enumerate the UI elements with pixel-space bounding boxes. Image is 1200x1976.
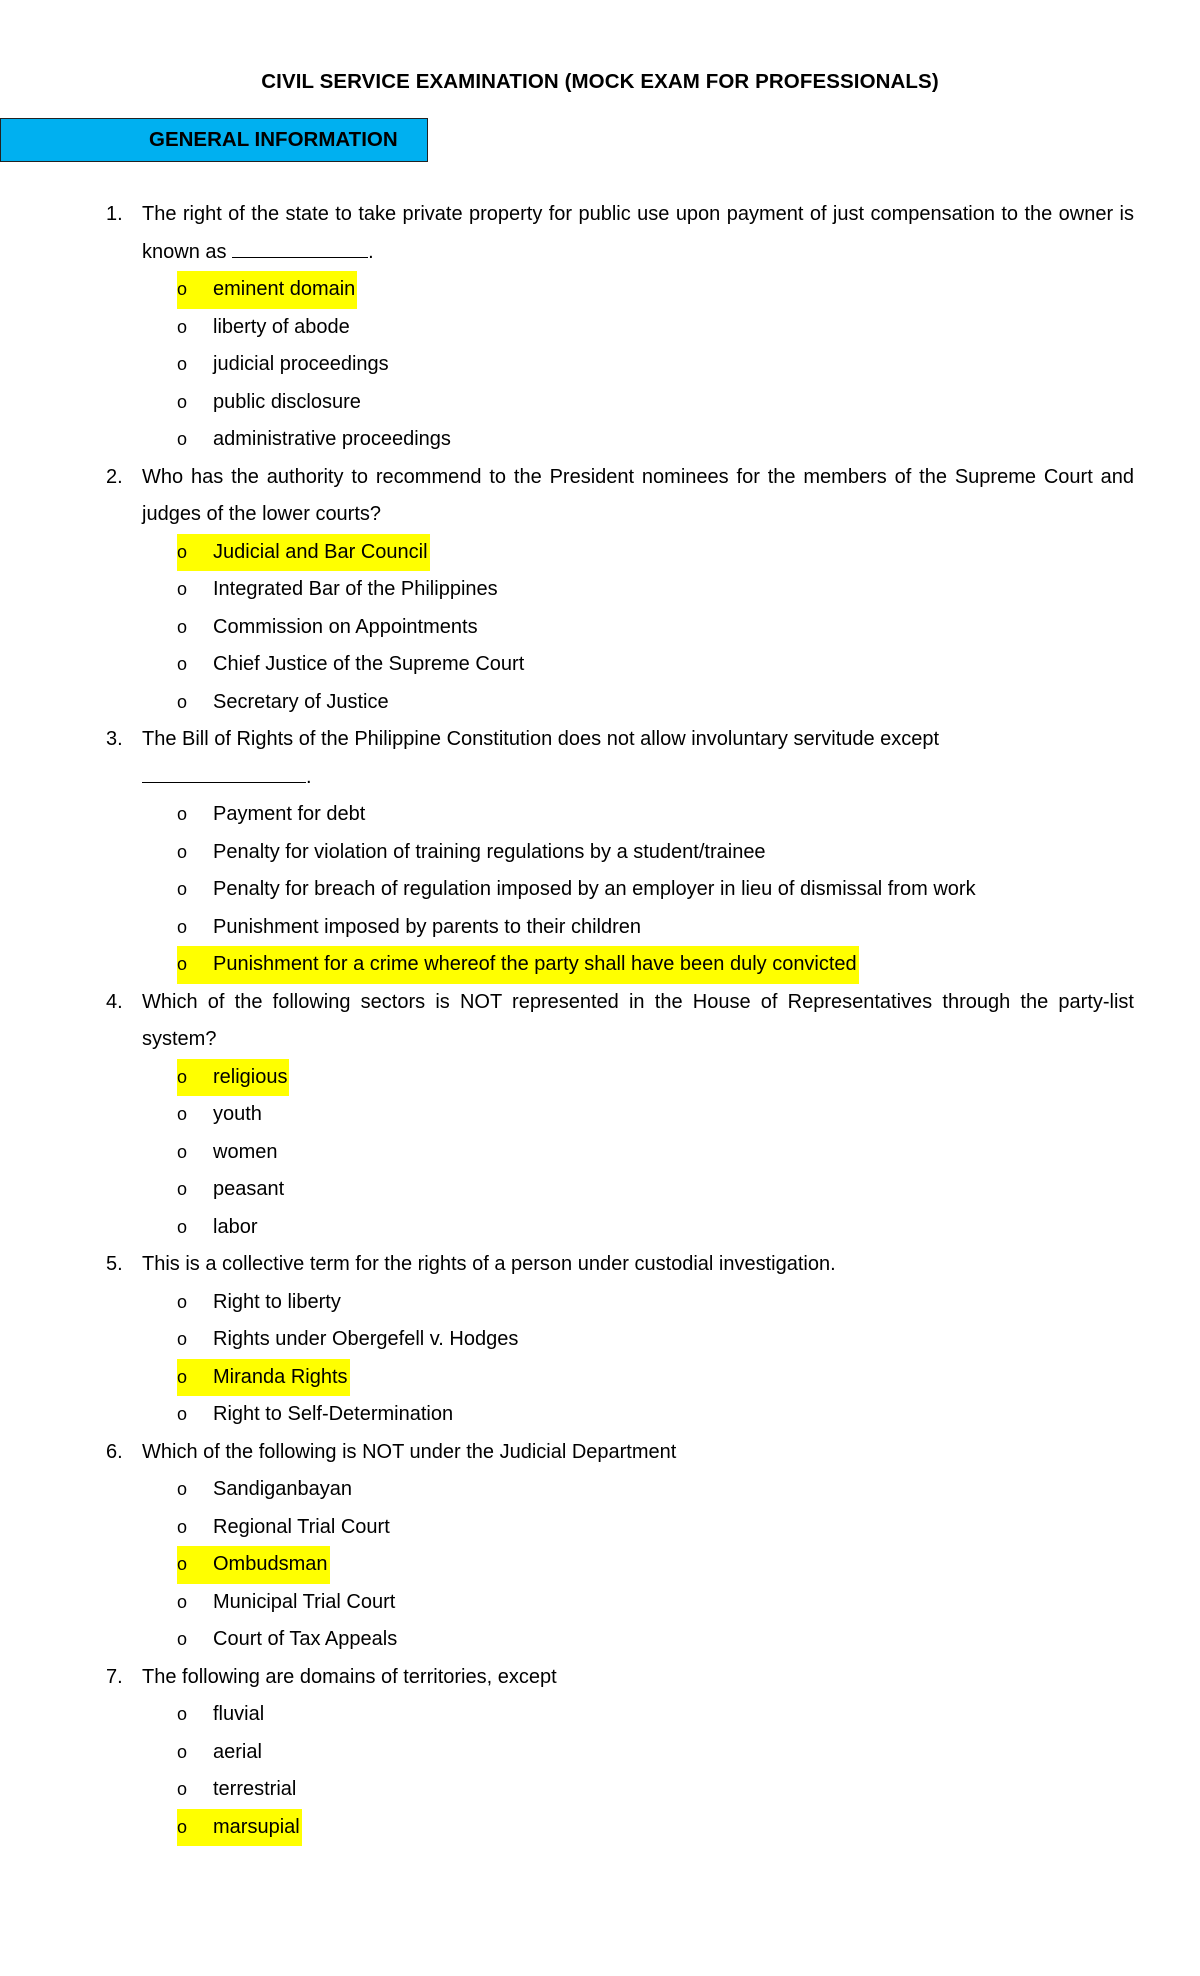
answer-blank [232, 243, 368, 258]
bullet-icon: o [177, 541, 188, 562]
question-text: The following are domains of territories, except [142, 1665, 557, 1688]
bullet-icon: o [177, 691, 188, 712]
option-text: Ombudsman [213, 1553, 328, 1575]
bullet-icon: o [177, 1554, 188, 1574]
section-header [0, 118, 428, 162]
option [177, 1096, 262, 1134]
option [177, 571, 498, 609]
bullet-icon: o [177, 1366, 188, 1387]
blank-punctuation: . [306, 765, 312, 788]
option-row [0, 1209, 1200, 1247]
question-item [0, 721, 1200, 984]
question-stem [0, 459, 1200, 534]
question-stem [0, 984, 1200, 1059]
question-text: The Bill of Rights of the Philippine Constitution does not allow involuntary servitude except [142, 728, 940, 750]
bullet-icon: o [177, 429, 188, 449]
option-row [0, 1321, 1200, 1359]
option-row [0, 834, 1200, 872]
option-row [0, 1734, 1200, 1772]
bullet-icon: o [177, 1629, 188, 1649]
question-item [0, 196, 1200, 459]
option-text: eminent domain [213, 278, 356, 300]
option [177, 309, 350, 347]
option-text: Court of Tax Appeals [213, 1628, 398, 1650]
bullet-icon: o [177, 1704, 188, 1724]
option [177, 1209, 257, 1247]
option-row [0, 1359, 1200, 1397]
bullet-icon: o [177, 354, 188, 374]
question-number: 6. [106, 1440, 123, 1463]
option-text: Sandiganbayan [213, 1478, 353, 1500]
bullet-icon: o [177, 279, 188, 299]
option [177, 1471, 352, 1509]
option [177, 1584, 395, 1622]
option [177, 1509, 390, 1547]
question-stem [0, 1246, 1200, 1284]
bullet-icon: o [177, 391, 188, 412]
answer-option [177, 946, 859, 984]
option-row [0, 1284, 1200, 1322]
option-text: Rights under Obergefell v. Hodges [213, 1328, 519, 1350]
option-row [0, 1584, 1200, 1622]
question-number: 7. [106, 1665, 123, 1688]
blank-punctuation: . [368, 240, 374, 263]
option-row [0, 1621, 1200, 1659]
option [177, 609, 478, 647]
option-text: Chief Justice of the Supreme Court [213, 653, 525, 675]
option [177, 646, 524, 684]
question-text: This is a collective term for the rights of a person under custodial investigation. [142, 1253, 836, 1275]
question-stem [0, 721, 1200, 796]
option-row [0, 384, 1200, 422]
bullet-icon: o [177, 954, 188, 974]
option [177, 346, 389, 384]
bullet-icon: o [177, 841, 188, 862]
option-text: Secretary of Justice [213, 690, 389, 713]
question-number: 1. [106, 203, 123, 225]
question-text: Who has the authority to recommend to the President nominees for the members of the Supreme Court and judges of the lower courts? [142, 465, 1134, 525]
answer-option [177, 271, 357, 309]
option-row [0, 421, 1200, 459]
bullet-icon: o [177, 316, 188, 337]
bullet-icon: o [177, 1066, 188, 1087]
answer-option [177, 534, 430, 572]
answer-option [177, 1546, 330, 1584]
question-number: 2. [106, 465, 123, 488]
option-text: terrestrial [213, 1778, 297, 1800]
section-title: GENERAL INFORMATION [149, 128, 398, 151]
question-item [0, 459, 1200, 722]
answer-blank [142, 768, 306, 783]
option-text: Right to liberty [213, 1290, 341, 1313]
option-text: peasant [213, 1178, 285, 1200]
bullet-icon: o [177, 1329, 188, 1349]
bullet-icon: o [177, 1179, 188, 1199]
option-text: Penalty for violation of training regulations by a student/trainee [213, 840, 766, 863]
option-row [0, 571, 1200, 609]
bullet-icon: o [177, 1404, 188, 1424]
option [177, 1771, 296, 1809]
option [177, 909, 641, 947]
bullet-icon: o [177, 804, 188, 824]
bullet-icon: o [177, 1741, 188, 1762]
option-row [0, 684, 1200, 722]
option-text: women [213, 1140, 278, 1163]
option-text: labor [213, 1215, 258, 1238]
question-list [0, 196, 1200, 1846]
option-text: Integrated Bar of the Philippines [213, 578, 498, 600]
option-text: Judicial and Bar Council [213, 540, 428, 563]
bullet-icon: o [177, 1591, 188, 1612]
answer-option [177, 1059, 289, 1097]
option-row [0, 1471, 1200, 1509]
question-item [0, 1659, 1200, 1847]
option-row [0, 871, 1200, 909]
option-row [0, 346, 1200, 384]
bullet-icon: o [177, 654, 188, 674]
option [177, 1734, 262, 1772]
option-text: liberty of abode [213, 315, 350, 338]
bullet-icon: o [177, 616, 188, 637]
option-row [0, 609, 1200, 647]
question-stem [0, 1659, 1200, 1697]
option-text: youth [213, 1103, 262, 1125]
question-stem [0, 196, 1200, 271]
option-text: Right to Self-Determination [213, 1403, 454, 1425]
option-row [0, 309, 1200, 347]
option-row [0, 534, 1200, 572]
option-row [0, 1096, 1200, 1134]
option-text: Commission on Appointments [213, 615, 478, 638]
question-text: The right of the state to take private property for public use upon payment of just compensation to the owner is known as [142, 203, 1134, 263]
option-row [0, 1809, 1200, 1847]
bullet-icon: o [177, 1816, 188, 1837]
option [177, 1696, 264, 1734]
option-text: judicial proceedings [213, 353, 389, 375]
option-text: Municipal Trial Court [213, 1590, 396, 1613]
option [177, 834, 766, 872]
option-row [0, 1696, 1200, 1734]
option-row [0, 1546, 1200, 1584]
bullet-icon: o [177, 1479, 188, 1499]
option-text: religious [213, 1065, 288, 1088]
bullet-icon: o [177, 916, 188, 937]
option-row [0, 1171, 1200, 1209]
question-item [0, 984, 1200, 1247]
question-item [0, 1246, 1200, 1434]
option-row [0, 1396, 1200, 1434]
option-text: administrative proceedings [213, 428, 451, 450]
option-row [0, 1134, 1200, 1172]
option-text: public disclosure [213, 390, 361, 413]
option [177, 1284, 341, 1322]
option [177, 421, 451, 459]
option-row [0, 946, 1200, 984]
question-number: 5. [106, 1253, 123, 1275]
option [177, 384, 361, 422]
page-title: CIVIL SERVICE EXAMINATION (MOCK EXAM FOR PROFESSIONALS) [261, 70, 939, 93]
option-text: Payment for debt [213, 803, 366, 825]
question-text: Which of the following is NOT under the Judicial Department [142, 1440, 677, 1463]
question-number: 3. [106, 728, 123, 750]
option-text: Regional Trial Court [213, 1515, 390, 1538]
question-stem [0, 1434, 1200, 1472]
bullet-icon: o [177, 1291, 188, 1312]
option-text: marsupial [213, 1815, 300, 1838]
bullet-icon: o [177, 1779, 188, 1799]
option [177, 1396, 453, 1434]
option-row [0, 1059, 1200, 1097]
option-text: Penalty for breach of regulation imposed by an employer in lieu of dismissal from work [213, 878, 976, 900]
option-text: aerial [213, 1740, 262, 1763]
option-text: fluvial [213, 1703, 265, 1725]
bullet-icon: o [177, 1516, 188, 1537]
bullet-icon: o [177, 1216, 188, 1237]
option [177, 796, 365, 834]
option [177, 1171, 284, 1209]
answer-option [177, 1359, 350, 1397]
option-row [0, 796, 1200, 834]
option-row [0, 1509, 1200, 1547]
bullet-icon: o [177, 1104, 188, 1124]
option-text: Punishment imposed by parents to their children [213, 915, 642, 938]
option-text: Miranda Rights [213, 1365, 348, 1388]
bullet-icon: o [177, 579, 188, 599]
option-row [0, 909, 1200, 947]
option [177, 1321, 518, 1359]
option-row [0, 1771, 1200, 1809]
option [177, 1134, 277, 1172]
question-item [0, 1434, 1200, 1659]
option [177, 871, 976, 909]
question-text: Which of the following sectors is NOT represented in the House of Representatives through the party-list system? [142, 990, 1134, 1050]
option-row [0, 646, 1200, 684]
bullet-icon: o [177, 1141, 188, 1162]
option-text: Punishment for a crime whereof the party shall have been duly convicted [213, 953, 857, 975]
bullet-icon: o [177, 879, 188, 899]
option [177, 684, 389, 722]
question-number: 4. [106, 990, 123, 1013]
answer-option [177, 1809, 302, 1847]
option [177, 1621, 397, 1659]
option-row [0, 271, 1200, 309]
